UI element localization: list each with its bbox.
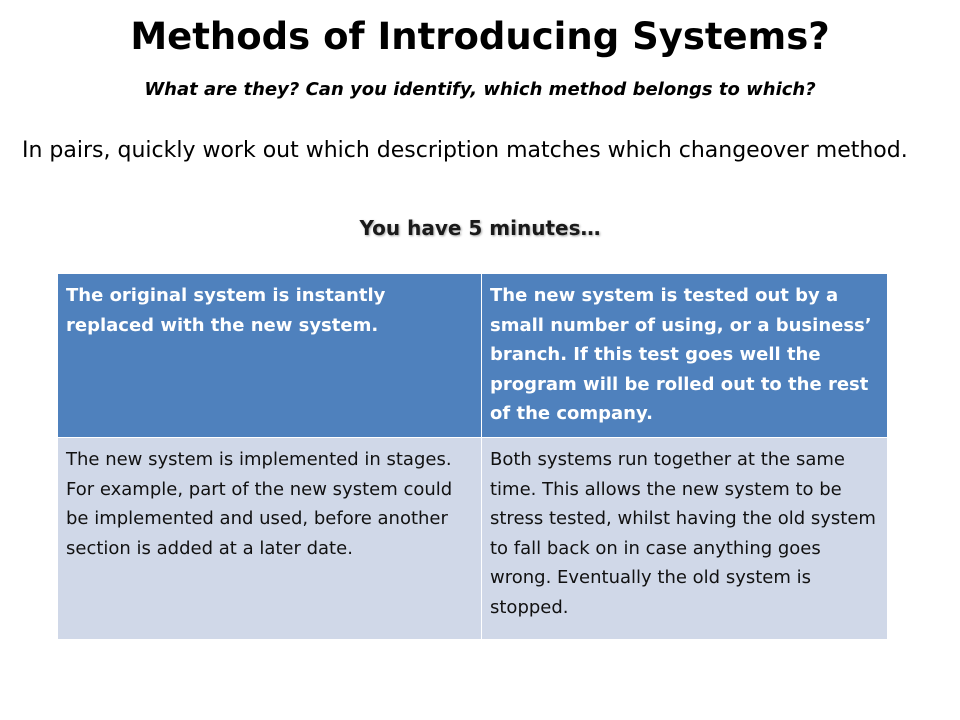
instructions-text: In pairs, quickly work out which description matches which changeover method. bbox=[22, 138, 908, 163]
table-row bbox=[58, 438, 888, 640]
table-row bbox=[58, 274, 888, 438]
slide-title: Methods of Introducing Systems? bbox=[130, 15, 830, 58]
description-cell: The new system is tested out by a small number of using, or a business’ branch. If this test goes well the program will be rolled out to the rest of the company. bbox=[482, 274, 888, 438]
method-descriptions-table bbox=[57, 273, 888, 640]
description-cell: The original system is instantly replaced with the new system. bbox=[58, 274, 482, 438]
time-limit-text: You have 5 minutes… bbox=[359, 216, 601, 240]
description-cell: Both systems run together at the same time. This allows the new system to be stress tested, whilst having the old system to fall back on in case anything goes wrong. Eventually the old system is stopped. bbox=[482, 438, 888, 640]
slide-subtitle: What are they? Can you identify, which method belongs to which? bbox=[144, 79, 816, 100]
description-cell: The new system is implemented in stages. For example, part of the new system could be implemented and used, before another section is added at a later date. bbox=[58, 438, 482, 640]
